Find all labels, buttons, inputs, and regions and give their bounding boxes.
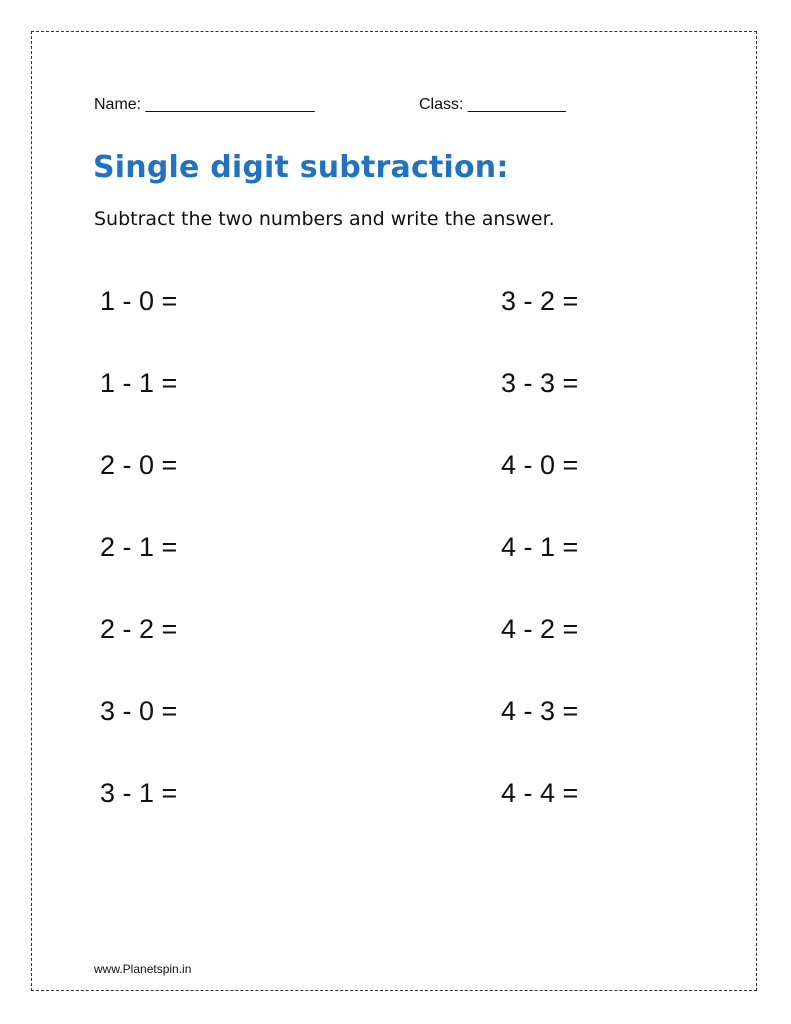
worksheet-title: Single digit subtraction: bbox=[93, 150, 509, 185]
problem-right-6: 4 - 3 = bbox=[501, 696, 579, 726]
footer-website: www.Planetspin.in bbox=[94, 962, 192, 976]
problem-left-3: 2 - 0 = bbox=[100, 450, 178, 480]
problem-left-1: 1 - 0 = bbox=[100, 286, 178, 316]
instruction-text: Subtract the two numbers and write the answer. bbox=[94, 208, 555, 230]
problem-left-5: 2 - 2 = bbox=[100, 614, 178, 644]
problem-right-1: 3 - 2 = bbox=[501, 286, 579, 316]
problem-right-4: 4 - 1 = bbox=[501, 532, 579, 562]
problem-left-6: 3 - 0 = bbox=[100, 696, 178, 726]
problem-right-2: 3 - 3 = bbox=[501, 368, 579, 398]
class-field: Class: ___________ bbox=[419, 96, 566, 113]
problem-right-5: 4 - 2 = bbox=[501, 614, 579, 644]
problem-right-3: 4 - 0 = bbox=[501, 450, 579, 480]
problem-right-7: 4 - 4 = bbox=[501, 778, 579, 808]
problem-left-7: 3 - 1 = bbox=[100, 778, 178, 808]
problem-left-2: 1 - 1 = bbox=[100, 368, 178, 398]
name-field: Name: ___________________ bbox=[94, 96, 315, 113]
problem-left-4: 2 - 1 = bbox=[100, 532, 178, 562]
